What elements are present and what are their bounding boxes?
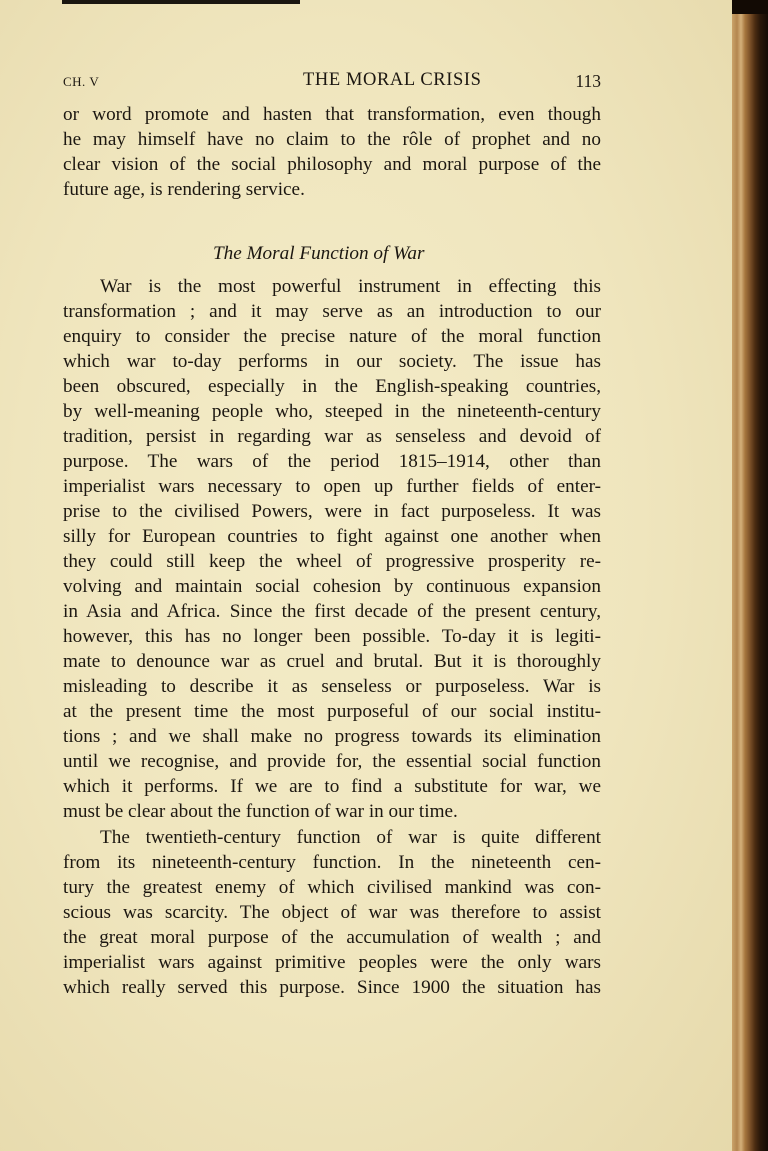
- text-line: transformation ; and it may serve as an introduction to our: [63, 301, 601, 322]
- text-line: purpose. The wars of the period 1815–1914, other than: [63, 451, 601, 472]
- text-line: at the present time the most purposeful of our social institu-: [63, 701, 601, 722]
- text-line: or word promote and hasten that transformation, even though: [63, 104, 601, 125]
- text-line: future age, is rendering service.: [63, 179, 305, 200]
- text-line: imperialist wars necessary to open up further fields of enter-: [63, 476, 601, 497]
- running-header: [63, 70, 603, 94]
- running-title: THE MORAL CRISIS: [303, 70, 482, 90]
- text-line: which war to-day performs in our society. The issue has: [63, 351, 601, 372]
- text-line: mate to denounce war as cruel and brutal. But it is thoroughly: [63, 651, 601, 672]
- text-line: The twentieth-century function of war is quite different: [100, 827, 601, 848]
- text-line: volving and maintain social cohesion by continuous expansion: [63, 576, 601, 597]
- text-line: misleading to describe it as senseless or purposeless. War is: [63, 676, 601, 697]
- spine-shadow: [732, 0, 768, 14]
- text-line: clear vision of the social philosophy and moral purpose of the: [63, 154, 601, 175]
- text-line: scious was scarcity. The object of war was therefore to assist: [63, 902, 601, 923]
- text-line: in Asia and Africa. Since the first decade of the present century,: [63, 601, 601, 622]
- chapter-label: CH. V: [63, 74, 100, 89]
- text-line: they could still keep the wheel of progressive prosperity re-: [63, 551, 601, 572]
- text-line: silly for European countries to fight against one another when: [63, 526, 601, 547]
- text-line: prise to the civilised Powers, were in fact purposeless. It was: [63, 501, 601, 522]
- text-line: tury the greatest enemy of which civilised mankind was con-: [63, 877, 601, 898]
- text-line: which it performs. If we are to find a substitute for war, we: [63, 776, 601, 797]
- text-line: imperialist wars against primitive peoples were the only wars: [63, 952, 601, 973]
- text-line: tradition, persist in regarding war as senseless and devoid of: [63, 426, 601, 447]
- text-line: War is the most powerful instrument in effecting this: [100, 276, 601, 297]
- text-line: from its nineteenth-century function. In the nineteenth cen-: [63, 852, 601, 873]
- book-spine-edge: [732, 0, 768, 1151]
- text-line: the great moral purpose of the accumulation of wealth ; and: [63, 927, 601, 948]
- text-line: which really served this purpose. Since 1900 the situation has: [63, 977, 601, 998]
- text-line: enquiry to consider the precise nature of the moral function: [63, 326, 601, 347]
- text-line: by well-meaning people who, steeped in the nineteenth-century: [63, 401, 601, 422]
- text-line: however, this has no longer been possible. To-day it is legiti-: [63, 626, 601, 647]
- text-line: until we recognise, and provide for, the essential social function: [63, 751, 601, 772]
- text-line: tions ; and we shall make no progress towards its elimination: [63, 726, 601, 747]
- scan-edge-strip: [62, 0, 300, 4]
- page-number: 113: [575, 71, 601, 91]
- text-line: he may himself have no claim to the rôle of prophet and no: [63, 129, 601, 150]
- text-line: must be clear about the function of war in our time.: [63, 801, 458, 822]
- text-line: been obscured, especially in the English-speaking countries,: [63, 376, 601, 397]
- section-heading: The Moral Function of War: [213, 243, 425, 264]
